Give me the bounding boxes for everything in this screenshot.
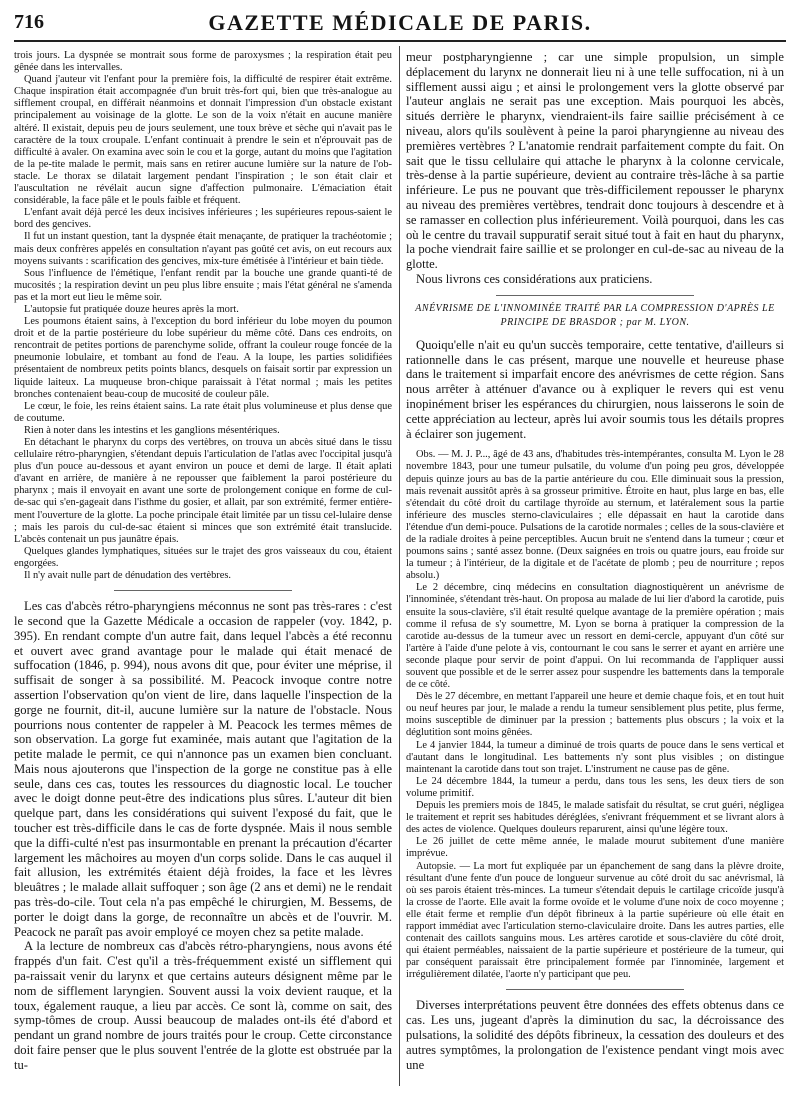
article-intro bbox=[406, 338, 784, 442]
paragraph: Il n'y avait nulle part de dénudation des vertèbres. bbox=[24, 570, 232, 582]
paragraph: Le 24 décembre 1844, la tumeur a perdu, dans tous les sens, les deux tiers de son volume primitif. bbox=[406, 775, 784, 799]
paragraph: Depuis les premiers mois de 1845, le malade satisfait du résultat, se crut guéri, négligea le traitement et reprit ses habitudes déréglées, s'enivrant fréquemment et se livrant alors à des actes de violence. Quelques douleurs reparurent, ainsi qu'une légère toux. bbox=[406, 800, 784, 836]
closing-text bbox=[406, 998, 784, 1072]
commentary-text bbox=[14, 599, 392, 1073]
paragraph: Le 26 juillet de cette même année, le malade mourut subitement d'une manière imprévue. bbox=[406, 836, 784, 860]
paragraph: Rien à noter dans les intestins et les ganglions mésentériques. bbox=[24, 424, 280, 436]
paragraph: L'enfant avait déjà percé les deux incisives inférieures ; les supérieures repous-saient le bord des gencives. bbox=[14, 207, 392, 231]
paragraph: Autopsie. — La mort fut expliquée par un épanchement de sang dans la plèvre droite, résultant d'une fente d'un pouce de longueur survenue au côté droit du sac anévrismal, là où ses parois étaient très-minces. La tumeur s'étendait depuis le cartilage cricoïde jusqu'à la crosse de l'aorte. Elle avait la forme ovoïde et le volume d'une noix de coco moyenne ; elle était ferme et remplie d'un dépôt fibrineux à la partie supérieure où elle était en rapport immédiat avec l'articulation sterno-claviculaire droite. Dans les autres parties, elle contenait des caillots sanguins mous. Les artères carotide et sous-clavière du côté droit, qui étaient perméables, naissaient de la partie supérieure et postérieure de la tumeur, qui par conséquent paraissait être principalement formée par l'innominée, largement et irrégulièrement dilatée, l'aorte n'y participant que peu. bbox=[406, 860, 784, 981]
paragraph: meur postpharyngienne ; car une simple propulsion, un simple déplacement du larynx ne donnerait lieu ni à une telle suffocation, ni à un sifflement aussi aigu ; et ainsi le prolongement vers la glotte observé par l'auteur anglais ne serait pas une exception. Mais pourquoi les abcès, situés derrière le pharynx, viendraient-ils faire saillie précisément à ce niveau, alors qu'ils soulèvent à peine la paroi pharyngienne au niveau des premières vertèbres ? L'anatomie rendrait parfaitement compte du fait. On sait que le tissu cellulaire qui attache le pharynx à la colonne cervicale, très-dense à la partie supérieure, devient au contraire très-lâche à sa partie inférieure. Le pus ne pouvant que très-difficilement repousser le pharynx au niveau des premières vertèbres, tendrait donc toujours à descendre et à se ramasser en collection plus inférieurement. Voilà pourquoi, dans les cas où le centre du travail suppuratif serait situé tout à fait en haut du pharynx, la poche viendrait faire saillie et se prolonger en cul-de-sac au niveau de la glotte. bbox=[406, 50, 784, 272]
paragraph: Obs. — M. J. P..., âgé de 43 ans, d'habitudes très-intempérantes, consulta M. Lyon le 28 novembre 1843, pour une tumeur pulsatile, du volume d'un poing peu gros, développée depuis quinze jours au bas de la partie antérieure du cou. Elle diminuait sous la pression, mais revenait aussitôt après à sa grosseur primitive. Étroite en haut, plus large en bas, elle s'étendait du côté droit du cartilage thyroïde au sternum, et latéralement sous la partie inférieure des muscles sterno-claviculaires ; elle dépassait en haut la carotide dans l'étendue d'un demi-pouce. Pulsations de la carotide normales ; celles de la sous-clavière et de la radiale droites à peine perceptibles. Aucun bruit ne s'entend dans la tumeur ; cœur et poumons sains ; santé assez bonne. (Deux saignées en trois ou quatre jours, eau froide sur la tumeur ; à l'intérieur, de la digitale et de l'acétate de plomb ; peu de nourriture ; repos absolu.) bbox=[406, 449, 784, 582]
page-header bbox=[14, 10, 786, 42]
left-column bbox=[14, 50, 392, 1073]
paragraph: Les poumons étaient sains, à l'exception du bord inférieur du lobe moyen du poumon droit et de la partie postérieure du lobe supérieur du même côté. Dans ces endroits, on rencontrait de petites portions de parenchyme solide, offrant la couleur rouge foncée de la pneumonie lobulaire, et tombant au fond de l'eau. A la loupe, les parties solidifiées présentaient de nombreux petits points blancs, desquels on faisait sortir par expression un liquide laiteux. La muqueuse bron-chique paraissait à l'état normal ; mais les petites bronches contenaient beau-coup de mucosité de couleur pâle. bbox=[14, 316, 392, 400]
paragraph: L'autopsie fut pratiquée douze heures après la mort. bbox=[24, 303, 239, 315]
section-separator bbox=[496, 295, 694, 296]
paragraph: A la lecture de nombreux cas d'abcès rétro-pharyngiens, nous avons été frappés d'un fait. C'est qu'il a très-fréquemment existé un sifflement qui pa-raissait venir du larynx et que certains auteurs désignent même par le nom de sifflement laryngien. Souvent aussi la voix devient rauque, et la toux, également rauque, a lieu par accès. Ce sont là, comme on sait, des symp-tômes de croup. Aussi beaucoup de malades ont-ils été d'abord et pendant un grand nombre de jours traités pour le croup. Cette circonstance doit faire penser que le plus souvent l'entrée de la glotte est obstruée par la tu- bbox=[14, 939, 392, 1072]
commentary-continuation bbox=[406, 50, 784, 287]
journal-title: GAZETTE MÉDICALE DE PARIS. bbox=[208, 10, 592, 35]
article-title: ANÉVRISME DE L'INNOMINÉE TRAITÉ PAR LA COMPRESSION D'APRÈS LE PRINCIPE DE BRASDOR ; par M. LYON. bbox=[415, 302, 775, 328]
paragraph: Le cœur, le foie, les reins étaient sains. La rate était plus volumineuse et plus dense que de coutume. bbox=[14, 400, 392, 424]
paragraph: Il fut un instant question, tant la dyspnée était menaçante, de pratiquer la trachéotomie ; mais deux confrères appelés en consultation n'ayant pas goûté cet avis, on eut recours aux moyens suivants : scarification des gencives, mix-ture émétisée à l'intérieur et bain tiède. bbox=[14, 231, 392, 267]
paragraph: En détachant le pharynx du corps des vertèbres, on trouva un abcès situé dans le tissu cellulaire rétro-pharyngien, s'étendant depuis l'articulation de l'atlas avec l'occipital jusqu'à plus d'un pouce au-dessous et ayant environ un pouce et demi de large. Il était aplati d'avant en arrière, de manière à ne repousser que faiblement la paroi postérieure du pharynx ; mais il envoyait en avant une sorte de prolongement conique en forme de cul-de-sac qui s'en-gageait dans l'isthme du gosier, et allait, par son extrémité, fermer entière-ment l'ouverture de la glotte. La poche principale était limitée par un tissu cel-lulaire dense ; mais les parois du cul-de-sac étaient si minces que son extrémité était translucide. L'abcès contenait un pus jaunâtre épais. bbox=[14, 437, 392, 545]
paragraph: Nous livrons ces considérations aux praticiens. bbox=[416, 271, 653, 286]
paragraph: Le 2 décembre, cinq médecins en consultation diagnostiquèrent un anévrisme de l'innominée, s'étendant très-haut. On proposa au malade de lui lier d'abord la carotide, puis ensuite la sous-clavière, s'il était resulté quelque avantage de la première opération ; mais comme il refusa de s'y soumettre, M. Lyon se borna à pratiquer la compression de la carotide au-dessus de la tumeur avec un ressort en demi-cercle, appuyant d'un côté sur l'artère à l'aide d'une pelote à vis, contournant le cou sans le serrer et ayant en arrière une seconde plaque pour servir de point d'appui. On lui recommanda de l'appliquer aussi souvent que possible et de le serrer assez pour suspendre les battements dans la temporale de ce côté. bbox=[406, 582, 784, 691]
section-separator bbox=[114, 590, 292, 591]
paragraph: Les cas d'abcès rétro-pharyngiens méconnus ne sont pas très-rares : c'est le second que la Gazette Médicale a occasion de rappeler (voy. 1842, p. 395). En rendant compte d'un autre fait, dans lequel l'abcès a été reconnu et ouvert avec grand avantage pour le malade qui était menacé de suffocation (1846, p. 994), nous avons dit que, pour éviter une méprise, il suffisait de songer à sa possibilité. M. Peacock invoque contre notre assertion l'observation qu'on vient de lire, dans laquelle l'inspection de la gorge ne fournit, dit-il, aucune lumière sur la nature de l'obstacle. Nous pourrions nous contenter de rappeler à M. Peacock les termes mêmes de son observation. La gorge fut examinée, mais autant que l'agitation de la petite malade le permit, ce qui n'annonce pas un examen bien concluant. Mais nous ajouterons que l'inspection de la gorge ne constitue pas à elle seule, dans ces cas, toutes les ressources du diagnostic local. Le toucher avec le doigt donne peut-être des indications plus sûres. L'auteur dit bien quelque part, dans les considérations qui suivent l'exposé du fait, que le toucher est très-difficile dans le cas de forte dyspnée. Mais il nous semble que la diffi-culté n'est pas insurmontable en prenant la précaution d'écarter largement les mâchoires au moyen d'un corps solide. Dans le cas auquel il fait allusion, les extrémités étaient déjà froides, la face et les lèvres bleuâtres ; le malade allait suffoquer ; son âge (2 ans et demi) ne le rendait pas très-do-cile. Tout cela n'a pas empêché le chirurgien, M. Bessems, de porter le doigt dans la gorge, de reconnaître un abcès et de l'ouvrir. M. Peacock ne paraît pas avoir employé ce moyen chez sa petite malade. bbox=[14, 599, 392, 939]
paragraph: Diverses interprétations peuvent être données des effets obtenus dans ce cas. Les uns, jugeant d'après la diminution du sac, la décroissance des pulsations, la solidité des dépôts fibrineux, la cessation des douleurs et des autres symptômes, la prolongation de l'existence pendant vingt mois avec une bbox=[406, 998, 784, 1072]
column-divider bbox=[399, 46, 400, 1086]
observation-text bbox=[14, 50, 392, 582]
paragraph: Quelques glandes lymphatiques, situées sur le trajet des gros vaisseaux du cou, étaient engorgées. bbox=[14, 545, 392, 569]
section-separator bbox=[506, 989, 684, 990]
paragraph: Dès le 27 décembre, en mettant l'appareil une heure et demie chaque fois, et en tout huit ou neuf heures par jour, le malade a rendu la tumeur sensiblement plus petite, plus ferme, moins susceptible de diminuer par la pression ; battements plus obscurs ; la voix et la déglutition sont moins gênées. bbox=[406, 691, 784, 739]
right-column bbox=[406, 50, 784, 1072]
paragraph: Sous l'influence de l'émétique, l'enfant rendit par la bouche une grande quanti-té de mucosités ; la respiration devint un peu plus libre ensuite ; mais l'état général ne s'amenda pas et la mort eut lieu le même soir. bbox=[14, 267, 392, 303]
case-report bbox=[406, 449, 784, 981]
paragraph: trois jours. La dyspnée se montrait sous forme de paroxysmes ; la respiration était peu gênée dans les intervalles. bbox=[14, 50, 392, 74]
paragraph: Quoiqu'elle n'ait eu qu'un succès temporaire, cette tentative, d'ailleurs si rationnelle dans le cas présent, marque une nouvelle et heureuse phase dans le traitement si imparfait encore des anévrismes de cette région. Sans nous arrêter à atténuer d'avance ou à expliquer le revers qui est venu inopinément briser les espérances du chirurgien, nous laisserons le soin de cette appréciation au lecteur, après lui avoir soumis tous les détails propres à éclairer son jugement. bbox=[406, 337, 784, 441]
page-number: 716 bbox=[14, 11, 44, 33]
paragraph: Quand j'auteur vit l'enfant pour la première fois, la difficulté de respirer était extrême. Chaque inspiration était accompagnée d'un bruit très-fort qui, bien que très-analogue au sifflement croupal, en différait néanmoins et donnait l'impression d'un obstacle existant principalement au voisinage de la glotte. Le son de la voix n'était en aucune manière altéré. Il existait, depuis peu de jours seulement, une toux brève et sèche qui n'avait pas le caractère de la toux croupale. L'enfant continuait à prendre le sein et n'éprouvait pas de difficulté à avaler. On examina avec soin le cou et la gorge, autant du moins que l'agitation de la pe-tite malade le permit, mais sans en retirer aucune lumière sur la nature de l'ob-stacle. Le thorax se dilatait largement pendant l'inspiration ; le son était clair et l'auscultation ne révélait aucun signe d'affection pulmonaire. L'émaciation était considérable, la face pâle et le pouls faible et fréquent. bbox=[14, 74, 392, 207]
paragraph: Le 4 janvier 1844, la tumeur a diminué de trois quarts de pouce dans le sens vertical et d'autant dans le longitudinal. Les battements n'y sont plus visibles ; on distingue maintenant la carotide dans tout son trajet. L'instrument ne cause pas de gêne. bbox=[406, 739, 784, 775]
